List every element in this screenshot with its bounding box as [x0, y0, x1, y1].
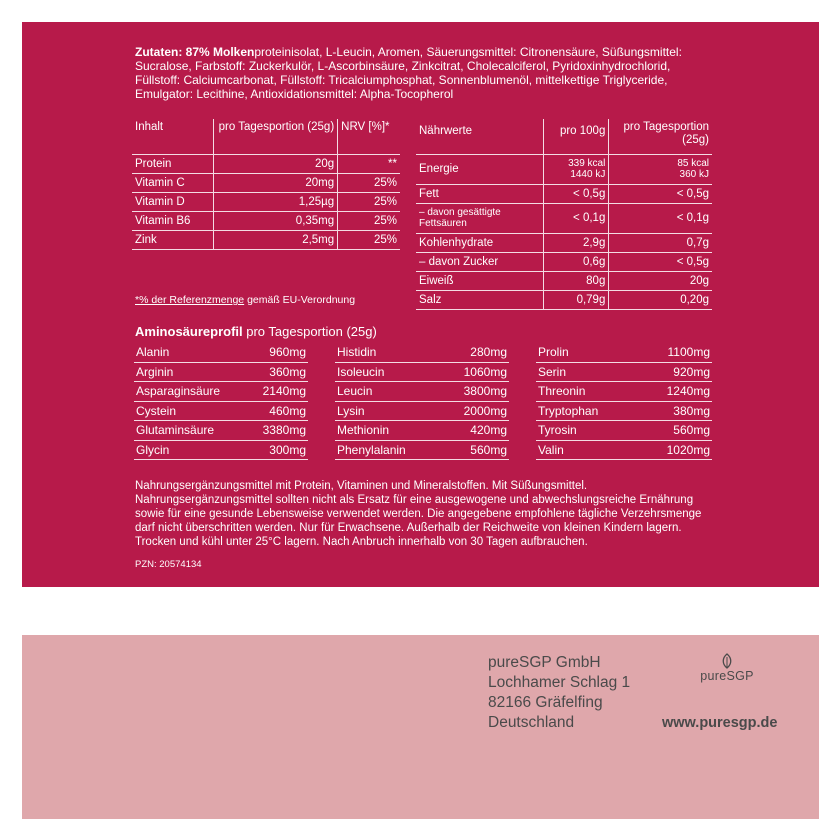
table-row: [536, 362, 712, 382]
table-row: [536, 421, 712, 441]
naehr-cell: 80g: [544, 271, 609, 290]
naehr-cell: [609, 154, 712, 184]
naehr-cell: [544, 154, 609, 184]
nrv-cell: 25%: [338, 211, 400, 230]
table-row: [416, 271, 712, 290]
energy-100-kcal: 339 kcal: [568, 158, 606, 169]
nrv-table: [132, 119, 400, 250]
table-row: [536, 382, 712, 402]
table-row: [134, 401, 308, 421]
amino-column-3: [536, 343, 712, 460]
naehr-cell: < 0,5g: [609, 184, 712, 203]
amino-column-2: [335, 343, 509, 460]
amino-name: Tryptophan: [536, 401, 637, 421]
table-row: [536, 440, 712, 460]
amino-title: [135, 324, 377, 339]
amino-name: Asparaginsäure: [134, 382, 247, 402]
nrv-cell: 20mg: [213, 173, 338, 192]
naehr-cell: 0,20g: [609, 290, 712, 309]
amino-value: 460mg: [247, 401, 308, 421]
naehr-cell: Fett: [416, 184, 544, 203]
naehr-cell: Kohlenhydrate: [416, 233, 544, 252]
website-link[interactable]: www.puresgp.de: [662, 715, 778, 731]
manufacturer-address: [488, 653, 630, 733]
table-row: [132, 154, 400, 173]
naehr-cell: 0,7g: [609, 233, 712, 252]
amino-value: 3800mg: [440, 382, 509, 402]
naehr-cell: < 0,5g: [544, 184, 609, 203]
amino-name: Serin: [536, 362, 637, 382]
table-row: [335, 382, 509, 402]
table-row: [536, 343, 712, 362]
nrv-cell: Protein: [132, 154, 213, 173]
nrv-cell: Vitamin B6: [132, 211, 213, 230]
nrv-header-portion: pro Tagesportion (25g): [213, 119, 338, 154]
amino-name: Cystein: [134, 401, 247, 421]
company-name: pureSGP GmbH: [488, 654, 601, 671]
nrv-header-nrv: NRV [%]*: [338, 119, 400, 154]
naehr-cell: – davon Zucker: [416, 252, 544, 271]
amino-name: Phenylalanin: [335, 440, 440, 460]
nrv-header-inhalt: Inhalt: [132, 119, 213, 154]
table-row: [134, 382, 308, 402]
table-row: [335, 421, 509, 441]
amino-value: 1020mg: [637, 440, 712, 460]
nrv-cell: 25%: [338, 192, 400, 211]
amino-name: Leucin: [335, 382, 440, 402]
amino-value: 360mg: [247, 362, 308, 382]
nrv-cell: 1,25µg: [213, 192, 338, 211]
naehr-cell: < 0,1g: [609, 203, 712, 233]
naehr-cell: 2,9g: [544, 233, 609, 252]
table-row: [536, 401, 712, 421]
naehr-header-portion: pro Tagesportion (25g): [609, 119, 712, 154]
energy-100-kj: 1440 kJ: [570, 169, 606, 180]
amino-value: 1240mg: [637, 382, 712, 402]
nrv-cell: 25%: [338, 173, 400, 192]
table-row: [416, 203, 712, 233]
nrv-footnote: [135, 294, 355, 306]
naehr-cell: < 0,5g: [609, 252, 712, 271]
company-country: Deutschland: [488, 714, 575, 731]
ingredients-percent: 87% Molken: [185, 45, 255, 59]
table-row: [335, 440, 509, 460]
amino-value: 380mg: [637, 401, 712, 421]
footnote-prefix: *% der Referenzmenge: [135, 294, 245, 306]
amino-name: Alanin: [134, 343, 247, 362]
table-row: [134, 440, 308, 460]
amino-name: Glycin: [134, 440, 247, 460]
company-street: Lochhamer Schlag 1: [488, 674, 631, 691]
nrv-cell: **: [338, 154, 400, 173]
nrv-cell: 0,35mg: [213, 211, 338, 230]
amino-value: 2140mg: [247, 382, 308, 402]
company-city: 82166 Gräfelfing: [488, 694, 603, 711]
amino-value: 560mg: [637, 421, 712, 441]
table-row: [134, 343, 308, 362]
naehr-cell: Eiweiß: [416, 271, 544, 290]
footnote-rest: gemäß EU-Verordnung: [244, 294, 356, 306]
table-row: [416, 233, 712, 252]
naehr-cell: 0,6g: [544, 252, 609, 271]
naehr-header-label: Nährwerte: [416, 119, 544, 154]
naehr-cell: Energie: [416, 154, 544, 184]
notice-text: [135, 479, 715, 549]
amino-column-1: [134, 343, 308, 460]
ingredients-text: [135, 45, 715, 101]
table-row: [134, 421, 308, 441]
amino-value: 1100mg: [637, 343, 712, 362]
amino-value: 280mg: [440, 343, 509, 362]
nrv-cell: 25%: [338, 230, 400, 249]
naehr-cell: – davon gesättigte Fettsäuren: [416, 203, 544, 233]
table-row: [416, 290, 712, 309]
naehrwerte-table: [416, 119, 712, 310]
table-row: [335, 362, 509, 382]
naehr-cell: 0,79g: [544, 290, 609, 309]
naehr-header-100g: pro 100g: [544, 119, 609, 154]
amino-value: 3380mg: [247, 421, 308, 441]
manufacturer-panel: [22, 635, 819, 819]
table-row: [132, 173, 400, 192]
amino-name: Prolin: [536, 343, 637, 362]
nrv-cell: Vitamin C: [132, 173, 213, 192]
amino-value: 960mg: [247, 343, 308, 362]
amino-value: 300mg: [247, 440, 308, 460]
amino-name: Threonin: [536, 382, 637, 402]
amino-value: 1060mg: [440, 362, 509, 382]
amino-value: 2000mg: [440, 401, 509, 421]
table-row: [335, 343, 509, 362]
table-row: [416, 184, 712, 203]
brand-logo: [692, 653, 762, 683]
amino-title-bold: Aminosäureprofil: [135, 324, 243, 339]
table-row: [416, 154, 712, 184]
energy-portion-kj: 360 kJ: [679, 169, 709, 180]
amino-name: Valin: [536, 440, 637, 460]
amino-name: Isoleucin: [335, 362, 440, 382]
naehr-cell: < 0,1g: [544, 203, 609, 233]
notice-line-1: Nahrungsergänzungsmittel mit Protein, Vitaminen und Mineralstoffen. Mit Süßungsmittel.: [135, 480, 588, 492]
nrv-cell: 2,5mg: [213, 230, 338, 249]
nrv-cell: Vitamin D: [132, 192, 213, 211]
ingredients-list: proteinisolat, L-Leucin, Aromen, Säuerungsmittel: Citronensäure, Süßungsmittel: Sucralose, Farbstoff: Zuckerkulör, L-Ascorbinsäure, Zinkcitrat, Cholecalciferol, Pyridoxinhydrochlorid, Füllstoff: Calciumcarbonat, Füllstoff: Tricalciumphosphat, Sonnenblumenöl, mittelkettige Triglyceride, Emulgator: Lecithine, Antioxidationsmittel: Alpha-Tocopherol: [135, 45, 682, 101]
amino-value: 560mg: [440, 440, 509, 460]
amino-name: Glutaminsäure: [134, 421, 247, 441]
table-row: [134, 362, 308, 382]
notice-line-2: Nahrungsergänzungsmittel sollten nicht als Ersatz für eine ausgewogene und abwechslungsreiche Ernährung sowie für eine gesunde Lebensweise verwendet werden. Die angegebene empfohlene tägliche Verzehrsmenge darf nicht überschritten werden. Nur für Erwachsene. Außerhalb der Reichweite von kleinen Kindern lagern. Trocken und kühl unter 25°C lagern. Nach Anbruch innerhalb von 30 Tagen aufbrauchen.: [135, 494, 702, 548]
table-row: [132, 211, 400, 230]
leaf-icon: [720, 653, 734, 669]
ingredients-label: Zutaten:: [135, 45, 183, 59]
table-row: [335, 401, 509, 421]
amino-title-rest: pro Tagesportion (25g): [242, 324, 377, 339]
amino-value: 920mg: [637, 362, 712, 382]
naehr-cell: 20g: [609, 271, 712, 290]
table-row: [132, 230, 400, 249]
amino-name: Tyrosin: [536, 421, 637, 441]
amino-name: Histidin: [335, 343, 440, 362]
energy-portion-kcal: 85 kcal: [677, 158, 709, 169]
logo-text: pureSGP: [700, 669, 754, 683]
amino-name: Arginin: [134, 362, 247, 382]
label-panel: [22, 22, 819, 587]
table-row: [132, 192, 400, 211]
naehr-cell: Salz: [416, 290, 544, 309]
table-row: [416, 252, 712, 271]
nrv-cell: Zink: [132, 230, 213, 249]
amino-name: Lysin: [335, 401, 440, 421]
amino-name: Methionin: [335, 421, 440, 441]
pzn-code: PZN: 20574134: [135, 559, 202, 570]
amino-value: 420mg: [440, 421, 509, 441]
nrv-cell: 20g: [213, 154, 338, 173]
